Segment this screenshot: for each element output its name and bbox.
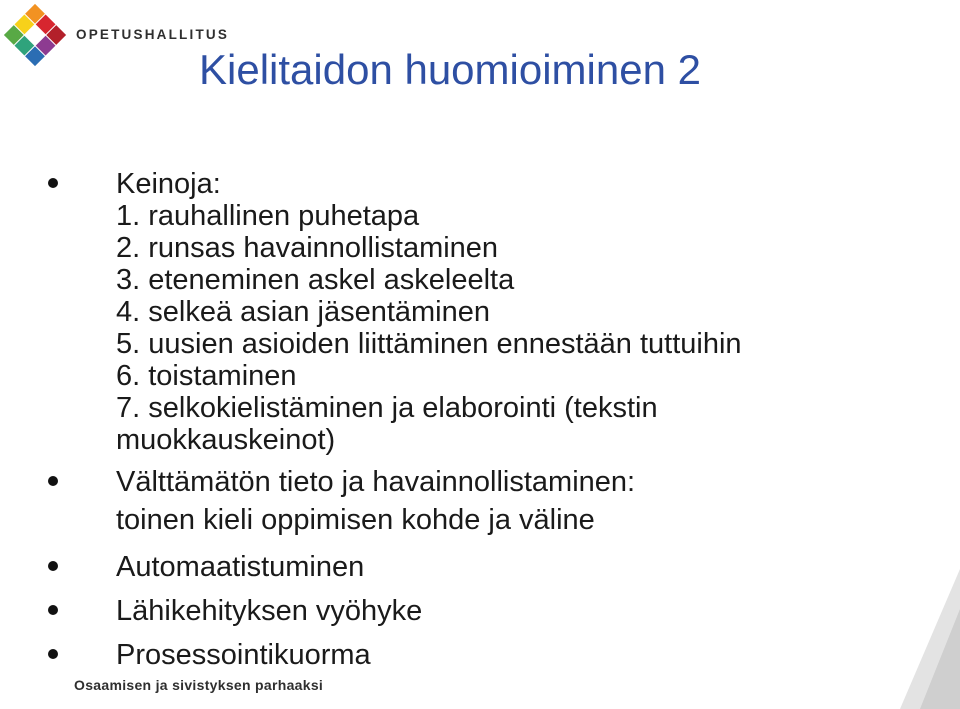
list-item: 2. runsas havainnollistaminen: [116, 232, 499, 264]
bullet-dot-icon: [48, 476, 58, 486]
opetushallitus-logo-icon: [2, 2, 68, 68]
bullet-line: Lähikehityksen vyöhyke: [116, 595, 423, 627]
bullet-dot-icon: [48, 605, 58, 615]
bullet-line: Keinoja:: [116, 168, 221, 200]
bullet-dot-icon: [48, 561, 58, 571]
bullet-dot-icon: [48, 178, 58, 188]
footer-tagline: Osaamisen ja sivistyksen parhaaksi: [74, 677, 324, 693]
list-item: 4. selkeä asian jäsentäminen: [116, 296, 491, 328]
list-item: 1. rauhallinen puhetapa: [116, 200, 420, 232]
list-item: 3. eteneminen askel askeleelta: [116, 264, 515, 296]
org-name: OPETUSHALLITUS: [76, 27, 230, 42]
slide-content: [0, 168, 960, 671]
list-item: 7. selkokielistäminen ja elaborointi (tekstin: [116, 392, 658, 424]
bullet-line: toinen kieli oppimisen kohde ja väline: [116, 504, 595, 536]
list-item-continuation: muokkauskeinot): [116, 424, 336, 456]
slide-title: Kielitaidon huomioiminen 2: [199, 46, 701, 93]
bullet-item-prosessointikuorma: [0, 639, 960, 671]
bullet-item-valttamaton: [0, 466, 960, 536]
bullet-dot-icon: [48, 649, 58, 659]
bullet-item-lahikehitys: [0, 595, 960, 627]
bullet-line: Prosessointikuorma: [116, 639, 371, 671]
bullet-item-automaatistuminen: [0, 551, 960, 583]
bullet-line: Välttämätön tieto ja havainnollistaminen:: [116, 466, 636, 498]
corner-decoration-icon: [900, 569, 960, 709]
list-item: 6. toistaminen: [116, 360, 297, 392]
list-item: 5. uusien asioiden liittäminen ennestään tuttuihin: [116, 328, 742, 360]
bullet-line: Automaatistuminen: [116, 551, 365, 583]
bullet-item-keinoja: [0, 168, 960, 456]
